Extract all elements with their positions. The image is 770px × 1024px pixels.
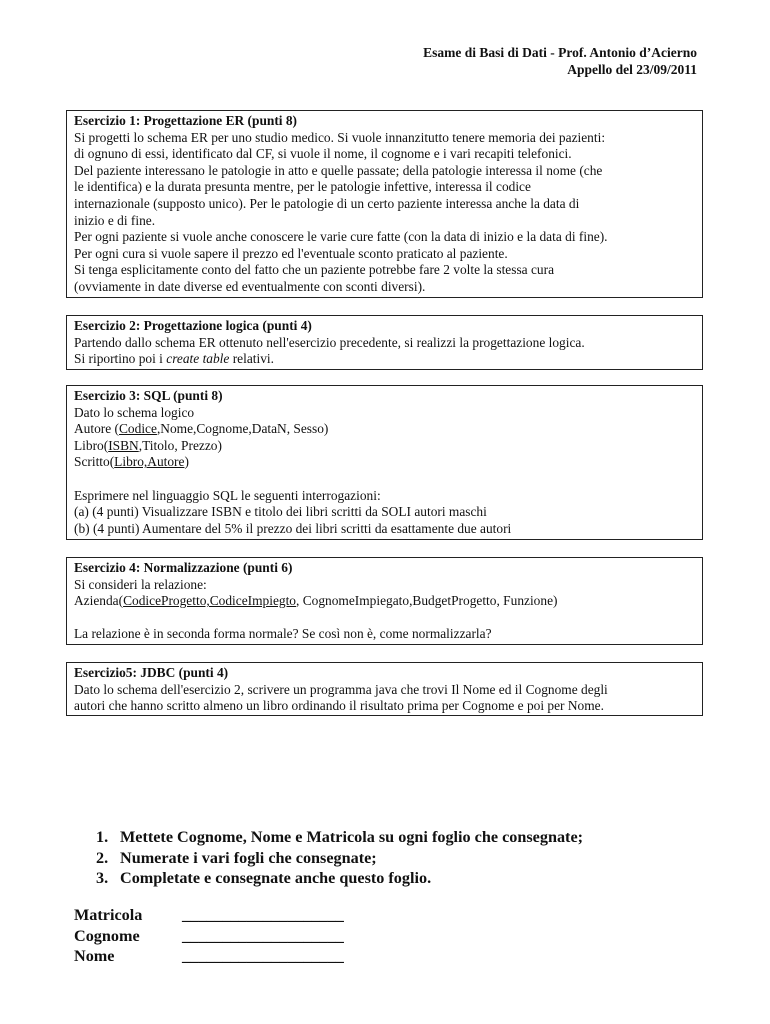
instruction-item — [96, 848, 583, 869]
field-matricola — [74, 905, 344, 926]
query-b: (b) (4 punti) Aumentare del 5% il prezzo dei libri scritti da esattamente due autori — [74, 520, 512, 536]
exercise-4-box — [66, 557, 703, 645]
exercise-5-box — [66, 662, 703, 716]
exercise-2-line: Partendo dallo schema ER ottenuto nell'esercizio precedente, si realizzi la progettazione logica. — [74, 334, 585, 350]
exercise-1-line: Del paziente interessano le patologie in atto e quelle passate; della patologie interessa il nome (che — [74, 162, 603, 178]
exercise-4-question: La relazione è in seconda forma normale? Se così non è, come normalizzarla? — [74, 626, 492, 642]
exercise-1-line: Si progetti lo schema ER per uno studio medico. Si vuole innanzitutto tenere memoria dei pazienti: — [74, 129, 606, 145]
schema-intro: Dato lo schema logico — [74, 404, 195, 420]
exercise-5-title: Esercizio5: JDBC (punti 4) — [74, 665, 229, 680]
query-a: (a) (4 punti) Visualizzare ISBN e titolo dei libri scritti da SOLI autori maschi — [74, 504, 487, 520]
field-blank-line: ____________________ — [182, 926, 344, 945]
instruction-text: Mettete Cognome, Nome e Matricola su ogni foglio che consegnate; — [120, 828, 584, 846]
field-label: Matricola — [74, 906, 143, 924]
field-label: Cognome — [74, 926, 140, 945]
relation-text: Autore ( — [74, 421, 119, 437]
relation-text: ) — [184, 454, 189, 470]
exercise-1-line: internazionale (supposto unico). Per le patologie di un certo paziente interessa anche la data di — [74, 195, 580, 211]
field-blank-line: ____________________ — [182, 947, 344, 965]
exercise-3-title: Esercizio 3: SQL (punti 8) — [74, 388, 223, 403]
primary-key: Libro,Autore — [114, 454, 185, 470]
field-nome — [74, 946, 344, 967]
instruction-number: 3. — [96, 869, 109, 887]
instruction-text: Completate e consegnate anche questo foglio. — [120, 869, 432, 887]
relation-text: Libro( — [74, 437, 109, 453]
relation-text: Azienda( — [74, 593, 124, 609]
exercise-1-line: Per ogni cura si vuole sapere il prezzo ed l'eventuale sconto praticato al paziente. — [74, 245, 508, 261]
exam-header — [423, 44, 697, 78]
exercise-3-box — [66, 385, 703, 540]
field-blank-line: ____________________ — [182, 906, 344, 924]
exercise-4-intro: Si consideri la relazione: — [74, 576, 207, 592]
exercise-1-line: di ognuno di essi, identificato dal CF, si vuole il nome, il cognome e i vari recapiti telefonici. — [74, 146, 572, 162]
exercise-1-line: le identifica) e la durata presunta mentre, per le patologie infettive, interessa il codice — [74, 179, 531, 195]
relation-text: Scritto( — [74, 454, 115, 470]
relation-azienda — [74, 593, 695, 610]
exercise-2-title: Esercizio 2: Progettazione logica (punti 4) — [74, 318, 312, 333]
exercise-5-line: Dato lo schema dell'esercizio 2, scrivere un programma java che trovi Il Nome ed il Cognome degli — [74, 681, 608, 697]
student-fields — [74, 905, 344, 967]
schema-libro — [74, 438, 695, 455]
field-cognome — [74, 926, 344, 947]
instruction-text: Numerate i vari fogli che consegnate; — [120, 848, 377, 867]
exercise-4-title: Esercizio 4: Normalizzazione (punti 6) — [74, 560, 293, 575]
query-intro: Esprimere nel linguaggio SQL le seguenti interrogazioni: — [74, 487, 381, 503]
exercise-2-box — [66, 315, 703, 370]
exercise-1-line: Si tenga esplicitamente conto del fatto che un paziente potrebbe fare 2 volte la stessa cura — [74, 262, 555, 278]
instructions-list — [96, 827, 583, 889]
exercise-2-line — [74, 351, 695, 368]
exercise-1-line: (ovviamente in date diverse ed eventualmente con sconti diversi). — [74, 278, 426, 294]
exercise-1-line: Per ogni paziente si vuole anche conoscere le varie cure fatte (con la data di inizio e la data di fine). — [74, 229, 608, 245]
exercise-2-text: relativi. — [229, 351, 274, 367]
exam-date: Appello del 23/09/2011 — [567, 62, 697, 77]
instruction-number: 1. — [96, 828, 109, 846]
schema-autore — [74, 421, 695, 438]
create-table-term: create table — [166, 351, 230, 367]
exercise-5-line: autori che hanno scritto almeno un libro ordinando il risultato prima per Cognome e poi per Nome. — [74, 698, 604, 714]
instruction-number: 2. — [96, 848, 109, 867]
exercise-1-line: inizio e di fine. — [74, 212, 156, 228]
instruction-item — [96, 827, 583, 848]
exercise-1-box — [66, 110, 703, 298]
exam-title: Esame di Basi di Dati - Prof. Antonio d’Acierno — [423, 45, 697, 60]
primary-key: CodiceProgetto,CodiceImpiegto — [123, 593, 297, 609]
exercise-2-text: Si riportino poi i — [74, 351, 167, 367]
field-label: Nome — [74, 947, 115, 965]
exercise-1-title: Esercizio 1: Progettazione ER (punti 8) — [74, 113, 298, 128]
relation-text: ,Titolo, Prezzo) — [138, 437, 222, 453]
primary-key: ISBN — [108, 437, 139, 453]
relation-text: , CognomeImpiegato,BudgetProgetto, Funzione) — [296, 593, 558, 609]
relation-text: ,Nome,Cognome,DataN, Sesso) — [156, 421, 329, 437]
instruction-item — [96, 868, 583, 889]
primary-key: Codice — [119, 421, 157, 437]
schema-scritto — [74, 454, 695, 471]
